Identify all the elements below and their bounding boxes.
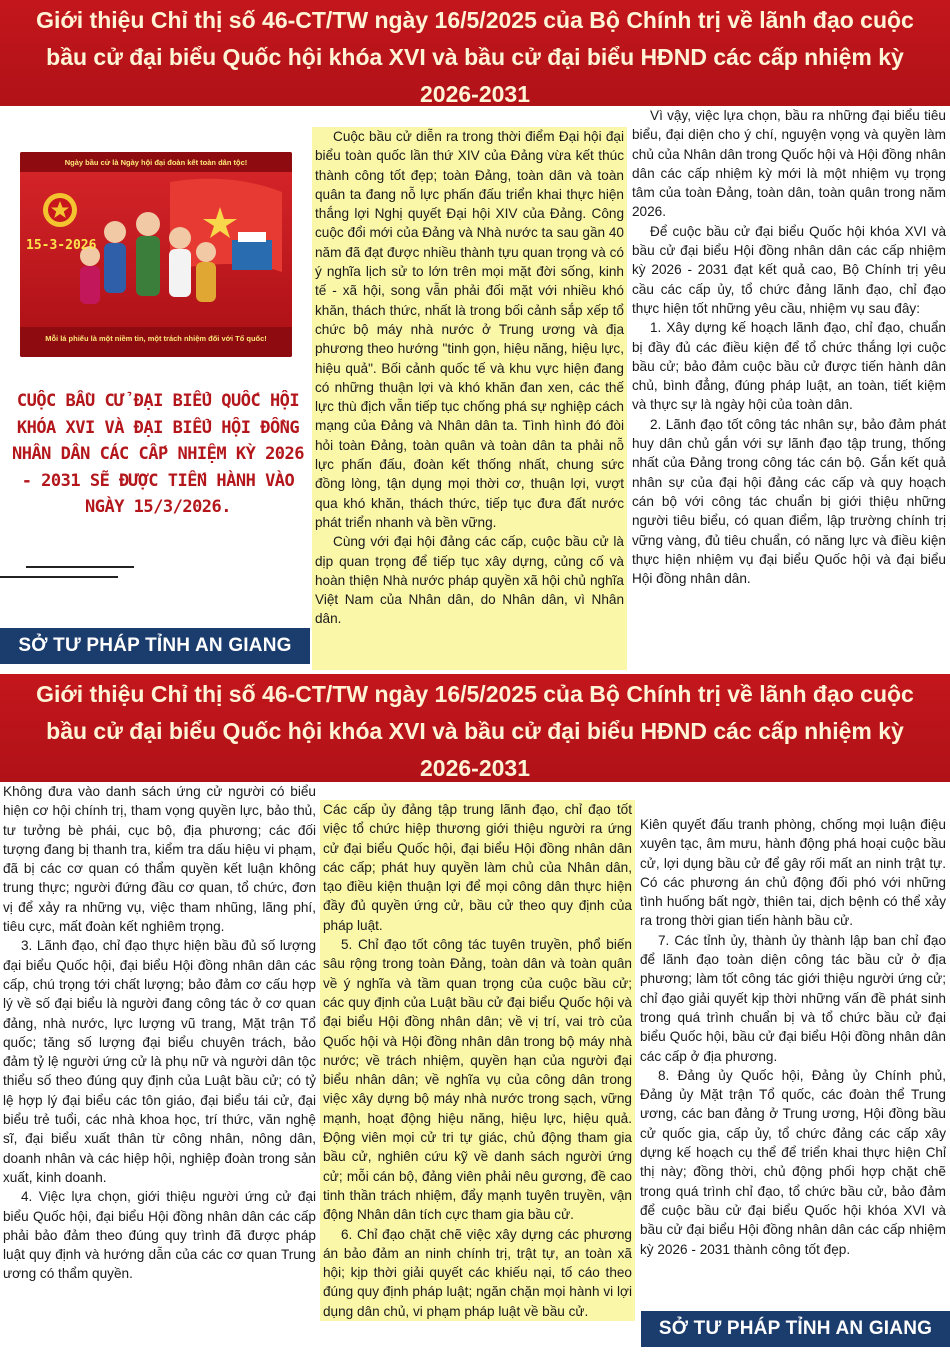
paragraph: Cùng với đại hội đảng các cấp, cuộc bầu cử là dịp quan trọng để tiếp tục xây dựng, củng cố và hoàn thiện Nhà nước pháp quyền xã hội chủ nghĩa Việt Nam của Nhân dân, do Nhân dân, vì Nhân dân. [315, 534, 624, 627]
paragraph: Kiên quyết đấu tranh phòng, chống mọi luận điệu xuyên tạc, âm mưu, hành động phá hoại cuộc bầu cử, lợi dụng bầu cử để gây rối mất an ninh trật tự. Có các phương án chủ động đối phó với những tình huống bất ngờ, thiên tai, dịch bệnh có thể xảy ra trong thời gian tiến hành bầu cử. [640, 817, 946, 929]
poster-illustration [20, 152, 292, 357]
paragraph: 7. Các tỉnh ủy, thành ủy thành lập ban chỉ đạo để lãnh đạo toàn diện công tác bầu cử ở địa phương; làm tốt công tác giới thiệu người ứng cử; chỉ đạo giải quyết kịp thời những vấn đề phát sinh trong quá trình chuẩn bị và tổ chức bầu cử đại biểu Quốc hội, bầu cử đại biểu Hội đồng nhân dân các cấp ở địa phương. [640, 932, 946, 1064]
poster-ribbon-text: Ngày bầu cử là Ngày hội đại đoàn kết toàn dân tộc! [64, 158, 248, 167]
divider-line [0, 576, 118, 578]
election-poster-image [20, 152, 292, 357]
section2-footer-label: SỞ TƯ PHÁP TỈNH AN GIANG [641, 1311, 950, 1347]
poster-slogan: Mỗi lá phiếu là một niềm tin, một trách nhiệm đối với Tổ quốc! [45, 334, 267, 343]
paragraph: 6. Chỉ đạo chặt chẽ việc xây dựng các phương án bảo đảm an ninh chính trị, trật tự, an toàn xã hội; kịp thời giải quyết các khiếu nại, tố cáo theo đúng quy định pháp luật; ngăn chặn mọi hành vi lợi dụng dân chủ, vi phạm pháp luật về bầu cử. [323, 1226, 632, 1319]
paragraph: 1. Xây dựng kế hoạch lãnh đạo, chỉ đạo, chuẩn bị đầy đủ các điều kiện để tổ chức thắng lợi cuộc bầu cử; bảo đảm cuộc bầu cử được tiến hành dân chủ, bình đẳng, đúng pháp luật, an toàn, tiết kiệm và thực sự là ngày hội của toàn dân. [632, 320, 946, 413]
section1-right-column [632, 106, 946, 672]
section2-banner: Giới thiệu Chỉ thị số 46-CT/TW ngày 16/5/2025 của Bộ Chính trị về lãnh đạo cuộc bầu cử đại biểu Quốc hội khóa XVI và bầu cử đại biểu HĐND các cấp nhiệm kỳ 2026-2031 [0, 674, 950, 782]
poster-date: 15-3-2026 [26, 238, 97, 253]
paragraph: Vì vậy, việc lựa chọn, bầu ra những đại biểu tiêu biểu, đại diện cho ý chí, nguyện vọng và quyền làm chủ của Nhân dân trong Quốc hội và Hội đồng nhân dân các cấp nhiệm kỳ mới là một nhiệm vụ trọng tâm của toàn Đảng, toàn dân, toàn quân trong năm 2026. [632, 108, 946, 220]
section2-column-3 [640, 815, 946, 1259]
paragraph: Không đưa vào danh sách ứng cử người có biểu hiện cơ hội chính trị, tham vọng quyền lực, bảo thủ, tư tưởng bè phái, cục bộ, địa phương; các đối tượng đang bị thanh tra, kiểm tra dấu hiệu vi phạm, đã bị các cơ quan có thẩm quyền kết luận không trung thực; người đứng đầu cơ quan, tổ chức, đơn vị để xảy ra những vụ, việc tham nhũng, lãng phí, tiêu cực, mất đoàn kết nghiêm trọng. [3, 784, 316, 935]
section2-column-2 [320, 800, 635, 1321]
section1-banner: Giới thiệu Chỉ thị số 46-CT/TW ngày 16/5/2025 của Bộ Chính trị về lãnh đạo cuộc bầu cử đại biểu Quốc hội khóa XVI và bầu cử đại biểu HĐND các cấp nhiệm kỳ 2026-2031 [0, 0, 950, 106]
section1-left-column [0, 106, 310, 674]
paragraph: 2. Lãnh đạo tốt công tác nhân sự, bảo đảm phát huy dân chủ gắn với sự lãnh đạo tập trung, thống nhất của Đảng trong công tác cán bộ. Gắn kết quả nhân sự của đại hội đảng các cấp và quy hoạch cán bộ với công tác chuẩn bị giới thiệu những người tiêu biểu, có quan điểm, lập trường chính trị vững vàng, đủ tiêu chuẩn, có năng lực và điều kiện thực hiện nhiệm vụ đại biểu Quốc hội và đại biểu Hội đồng nhân dân. [632, 416, 946, 587]
election-headline: CUỘC BẦU CỬ ĐẠI BIỂU QUỐC HỘI KHÓA XVI VÀ ĐẠI BIỂU HỘI ĐỒNG NHÂN DÂN CÁC CẤP NHIỆM KỲ 2026 - 2031 SẼ ĐƯỢC TIẾN HÀNH VÀO NGÀY 15/3/2026. [11, 391, 305, 517]
section1-footer-label: SỞ TƯ PHÁP TỈNH AN GIANG [0, 628, 310, 664]
paragraph: Cuộc bầu cử diễn ra trong thời điểm Đại hội đại biểu toàn quốc lần thứ XIV của Đảng vừa kết thúc thành công tốt đẹp; toàn Đảng, toàn dân và toàn quân ta đang nỗ lực phấn đấu triển khai thực hiện thắng lợi Nghị quyết Đại hội XIV của Đảng. Công cuộc đổi mới của Đảng và Nhà nước ta sau gần 40 năm đã đạt được nhiều thành tựu quan trọng và có ý nghĩa lịch sử to lớn trên mọi mặt đời sống, kinh tế - xã hội, song vẫn phải đối mặt với nhiều khó khăn, thách thức, nhất là trong bối cảnh sắp xếp tổ chức bộ máy nhà nước ở Trung ương và địa phương theo hướng "tinh gọn, hiệu năng, hiệu lực, hiệu quả". Bối cảnh quốc tế và khu vực hiện đang có những thuận lợi và khó khăn đan xen, các thế lực thù địch vẫn tiếp tục chống phá sự nghiệp cách mạng của Đảng và Nhân dân ta. Tình hình đó đòi hỏi toàn Đảng, toàn quân và toàn dân ta phải nỗ lực phấn đấu, đoàn kết thống nhất, chung sức đồng lòng, tận dụng mọi thời cơ, thuận lợi, vượt qua khó khăn, thách thức, tiếp tục đưa đất nước phát triển nhanh và bền vững. [315, 129, 624, 530]
paragraph: Để cuộc bầu cử đại biểu Quốc hội khóa XVI và bầu cử đại biểu Hội đồng nhân dân các cấp nhiệm kỳ 2026 - 2031 đạt kết quả cao, Bộ Chính trị yêu cầu các cấp ủy, tổ chức đảng lãnh đạo, chỉ đạo thực hiện tốt những yêu cầu, nhiệm vụ sau đây: [632, 223, 946, 316]
paragraph: 4. Việc lựa chọn, giới thiệu người ứng cử đại biểu Quốc hội, đại biểu Hội đồng nhân dân các cấp phải bảo đảm theo đúng quy trình đã được pháp luật quy định và hướng dẫn của các cơ quan Trung ương có thẩm quyền. [3, 1189, 316, 1282]
paragraph: 5. Chỉ đạo tốt công tác tuyên truyền, phổ biến sâu rộng trong toàn Đảng, toàn dân và toàn quân về ý nghĩa và tầm quan trọng của cuộc bầu cử; các quy định của Luật bầu cử đại biểu Quốc hội và đại biểu Hội đồng nhân dân; về vị trí, vai trò của Quốc hội và Hội đồng nhân dân trong bộ máy nhà nước; về trách nhiệm, quyền hạn của người đại biểu nhân dân; về nghĩa vụ của công dân trong việc xây dựng bộ máy nhà nước trong sạch, vững mạnh, hoạt động hiệu năng, hiệu lực, hiệu quả. Động viên mọi cử tri tự giác, chủ động tham gia bầu cử, nghiên cứu kỹ về danh sách người ứng cử; mỗi cán bộ, đảng viên phải nêu gương, đề cao tinh thần trách nhiệm, đẩy mạnh tuyên truyền, vận động Nhân dân tích cực tham gia bầu cử. [323, 937, 632, 1223]
paragraph: Các cấp ủy đảng tập trung lãnh đạo, chỉ đạo tốt việc tổ chức hiệp thương giới thiệu người ra ứng cử đại biểu Quốc hội, đại biểu Hội đồng nhân dân các cấp; phát huy quyền làm chủ của Nhân dân, tạo điều kiện thuận lợi để mọi công dân thực hiện đầy đủ quyền ứng cử, bầu cử theo quy định của pháp luật. [323, 802, 632, 933]
divider-line [26, 566, 134, 568]
section1-middle-column [312, 127, 627, 670]
paragraph: 8. Đảng ủy Quốc hội, Đảng ủy Chính phủ, Đảng ủy Mặt trận Tổ quốc, các đoàn thể Trung ương, các ban đảng ở Trung ương, Hội đồng bầu cử quốc gia, cấp ủy, tổ chức đảng các cấp xây dựng kế hoạch cụ thể để triển khai thực hiện Chỉ thị này; đồng thời, chủ động phối hợp chặt chẽ trong quá trình chỉ đạo, tổ chức bầu cử, bảo đảm để cuộc bầu cử đại biểu Quốc hội khóa XVI và bầu cử đại biểu Hội đồng nhân dân các cấp nhiệm kỳ 2026 - 2031 thành công tốt đẹp. [640, 1067, 946, 1257]
section2-column-1 [3, 782, 316, 1284]
paragraph: 3. Lãnh đạo, chỉ đạo thực hiện bầu đủ số lượng đại biểu Quốc hội, đại biểu Hội đồng nhân dân các cấp, chú trọng tới chất lượng; bảo đảm cơ cấu hợp lý về số đại biểu là người đang công tác ở cơ quan đảng, nhà nước, lực lượng vũ trang, Mặt trận Tổ quốc; tăng số lượng đại biểu chuyên trách, bảo đảm tỷ lệ người ứng cử là phụ nữ và người dân tộc thiểu số theo đúng quy định của Luật bầu cử; có tỷ lệ hợp lý đại biểu các tôn giáo, đại biểu tái cử, đại biểu trẻ tuổi, các nhà khoa học, trí thức, văn nghệ sĩ, đại biểu xuất thân từ công nhân, nông dân, doanh nhân và các hiệp hội, nghiệp đoàn trong sản xuất, kinh doanh. [3, 938, 316, 1185]
